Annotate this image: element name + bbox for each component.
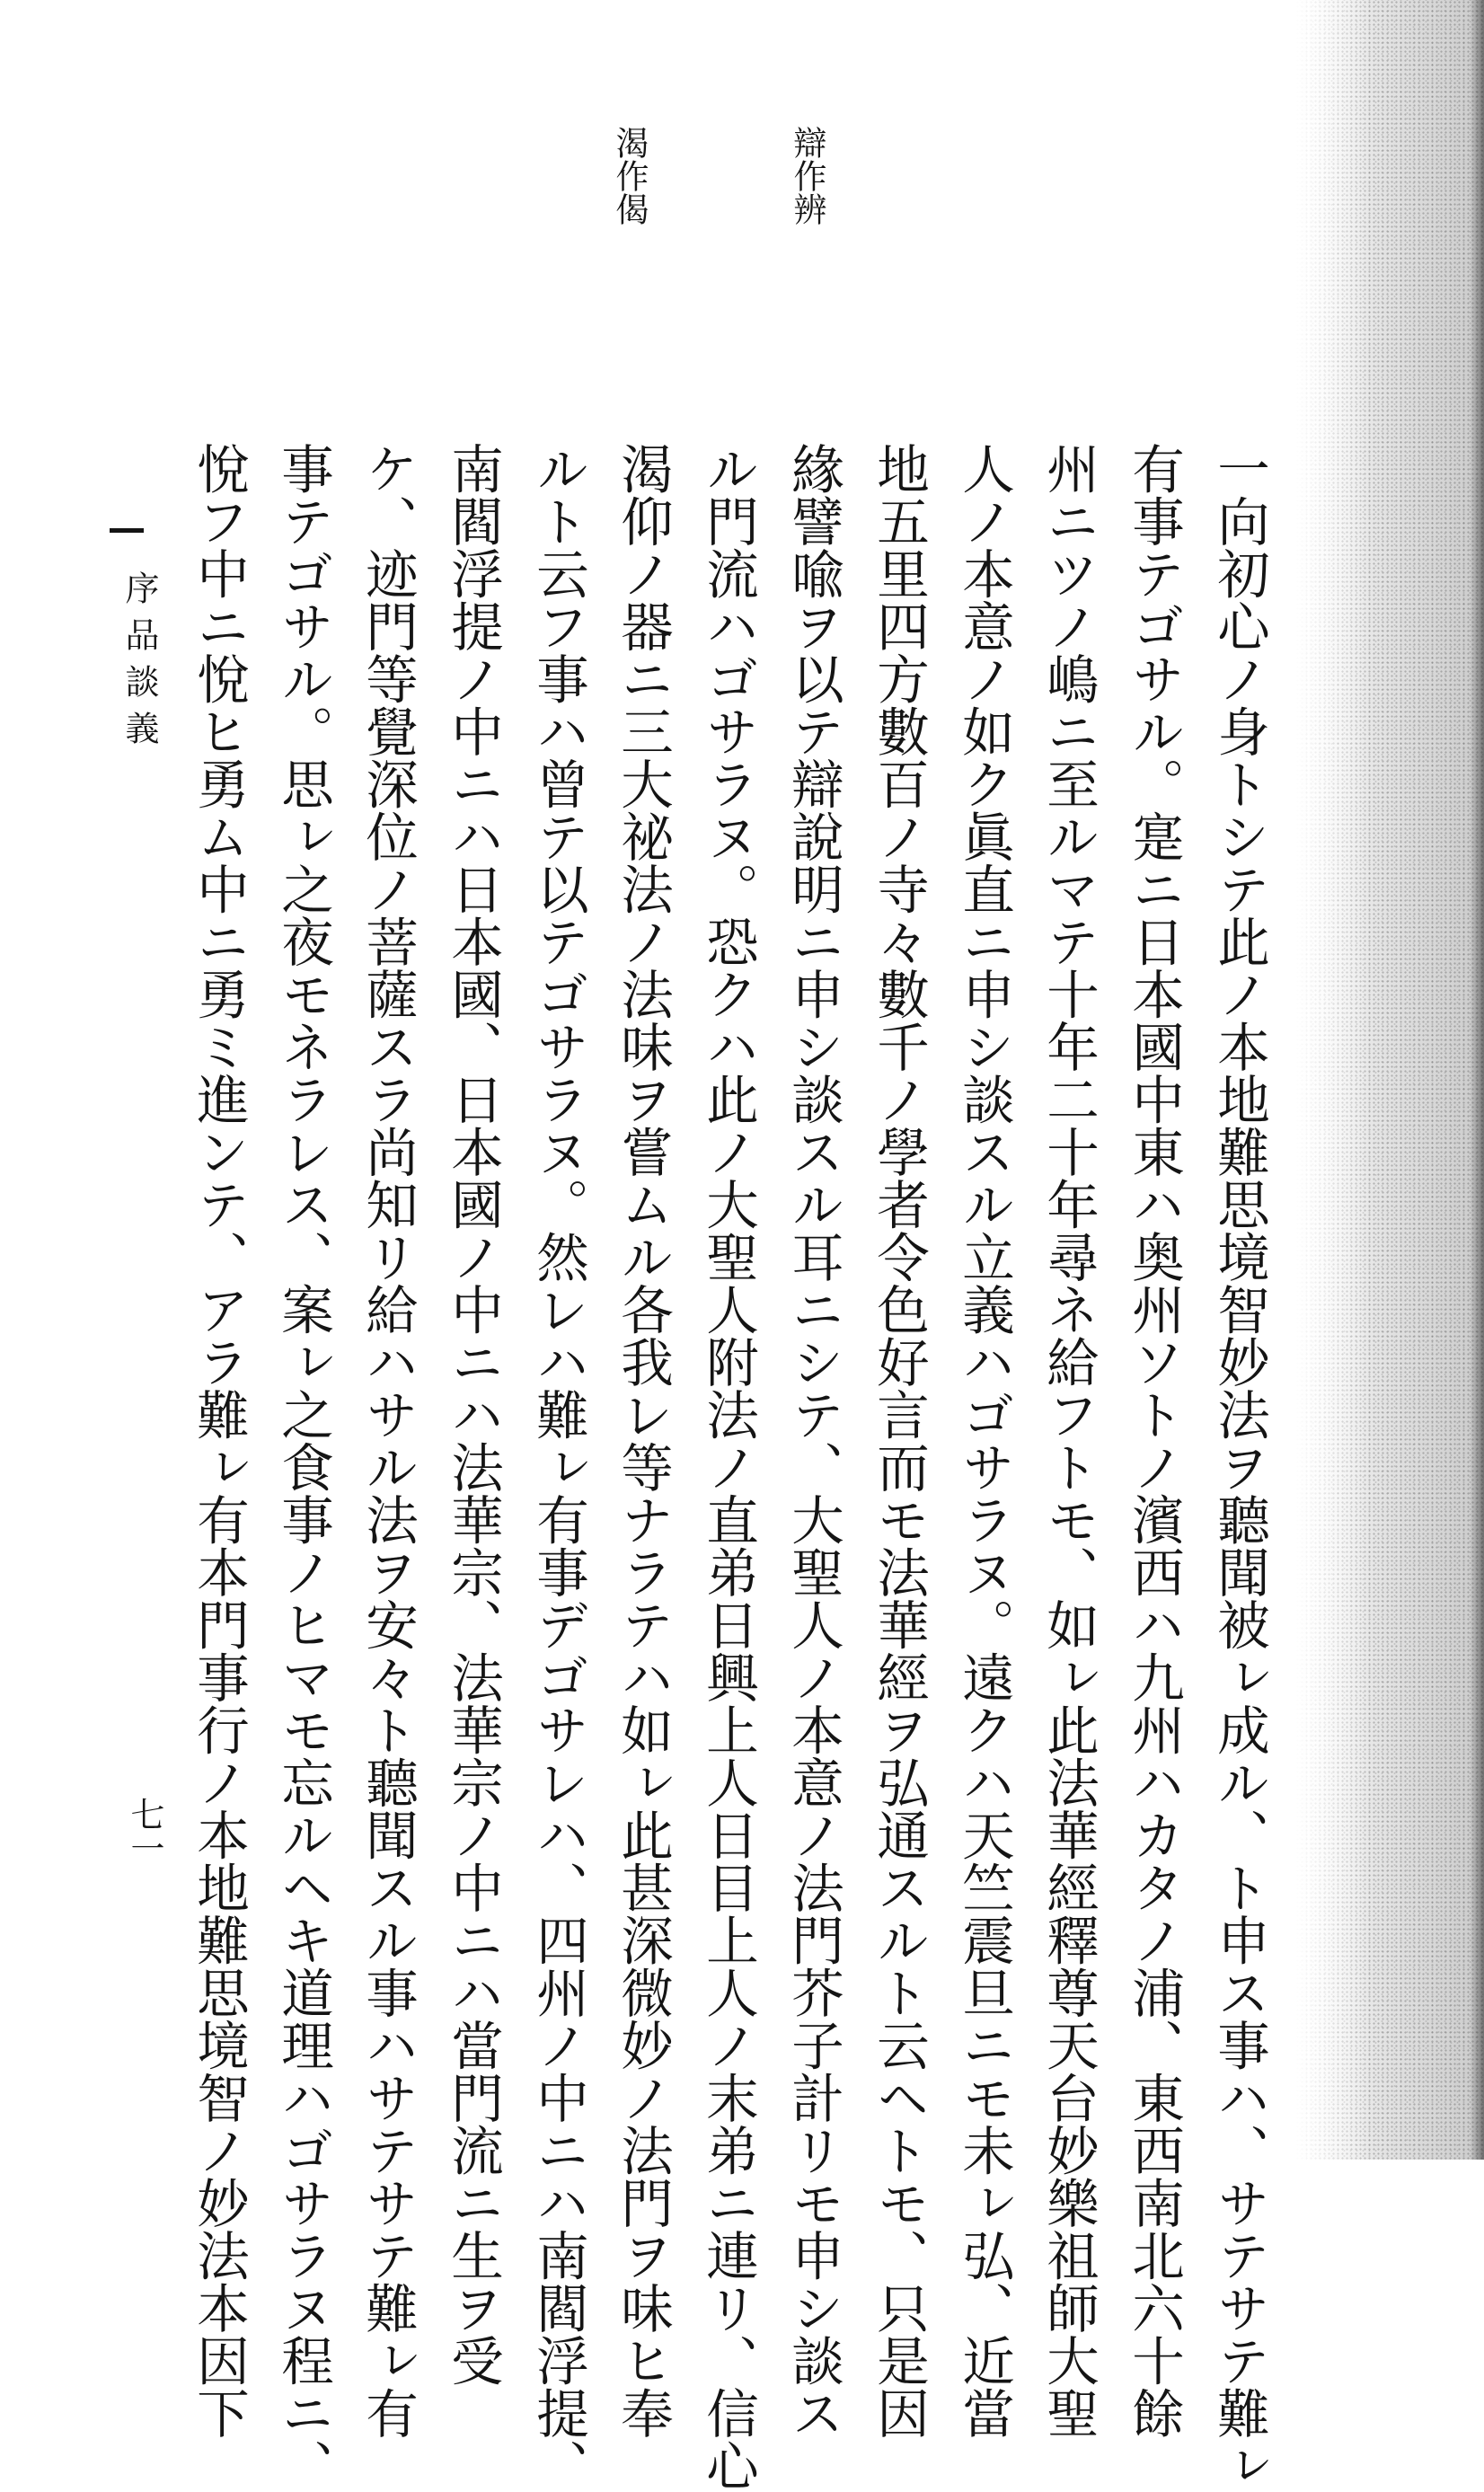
text-column: 有事テゴサル。寔ニ日本國中東ハ奥州ソトノ濱西ハ九州ハカタノ浦、東西南北六十餘: [1123, 442, 1185, 2439]
text-column: ル門流ハゴサラヌ。恐クハ此ノ大聖人附法ノ直弟日興上人日目上人ノ末弟ニ連リ、信心: [697, 442, 759, 2492]
header-note: 辯作辨: [788, 126, 826, 225]
text-column: 南閻浮提ノ中ニハ日本國、日本國ノ中ニハ法華宗、法華宗ノ中ニハ當門流ニ生ヲ受: [442, 442, 504, 2387]
text-column: 人ノ本意ノ如ク眞直ニ申シ談スル立義ハゴサラヌ。遠クハ天竺震旦ニモ未ㇾ弘、近當: [953, 442, 1015, 2439]
text-column: ルト云フ事ハ曾テ以テゴサラヌ。然レハ難ㇾ有事デゴサレハ、四州ノ中ニハ南閻浮提、: [527, 442, 589, 2492]
header-note: 渴作偈: [610, 126, 649, 225]
text-column: 緣譬喩ヲ以テ辯說明ニ申シ談スル耳ニシテ、大聖人ノ本意ノ法門芥子計リモ申シ談ス: [782, 442, 844, 2439]
text-column: 一向初心ノ身トシテ此ノ本地難思境智妙法ヲ聽聞被ㇾ成ル、ト申ス事ハ、サテサテ難ㇾ: [1208, 442, 1270, 2492]
text-column: 地五里四方數百ノ寺々數千ノ學者令色好言而モ法華經ヲ弘通スルト云ヘトモ、只是因: [868, 442, 930, 2439]
page-edge-shadow: [1295, 0, 1484, 2160]
running-title-dash: [110, 528, 144, 533]
text-column: 悅フ中ニ悅ヒ勇ム中ニ勇ミ進ンテ、アラ難ㇾ有本門事行ノ本地難思境智ノ妙法本因下: [188, 442, 250, 2439]
page-number: 七一: [125, 1797, 164, 1865]
text-column: ケ、迹門等覺深位ノ菩薩スラ尚知リ給ハサル法ヲ安々ト聽聞スル事ハサテサテ難ㇾ有: [357, 442, 419, 2439]
text-column: 州ニツノ嶋ニ至ルマテ十年二十年尋ネ給フトモ、如ㇾ此法華經釋尊天台妙樂祖師大聖: [1038, 442, 1100, 2439]
text-column: 事テゴサル。思ㇾ之夜モネラレス、案ㇾ之食事ノヒマモ忘ルヘキ道理ハゴサラヌ程ニ、: [272, 442, 334, 2492]
running-title: 序品談義: [119, 570, 159, 757]
text-column: 渴仰ノ器ニ三大祕法ノ法味ヲ嘗ムル各我レ等ナラテハ如ㇾ此甚深微妙ノ法門ヲ味ヒ奉: [612, 442, 674, 2439]
page-edge-dark: [1470, 0, 1484, 2160]
